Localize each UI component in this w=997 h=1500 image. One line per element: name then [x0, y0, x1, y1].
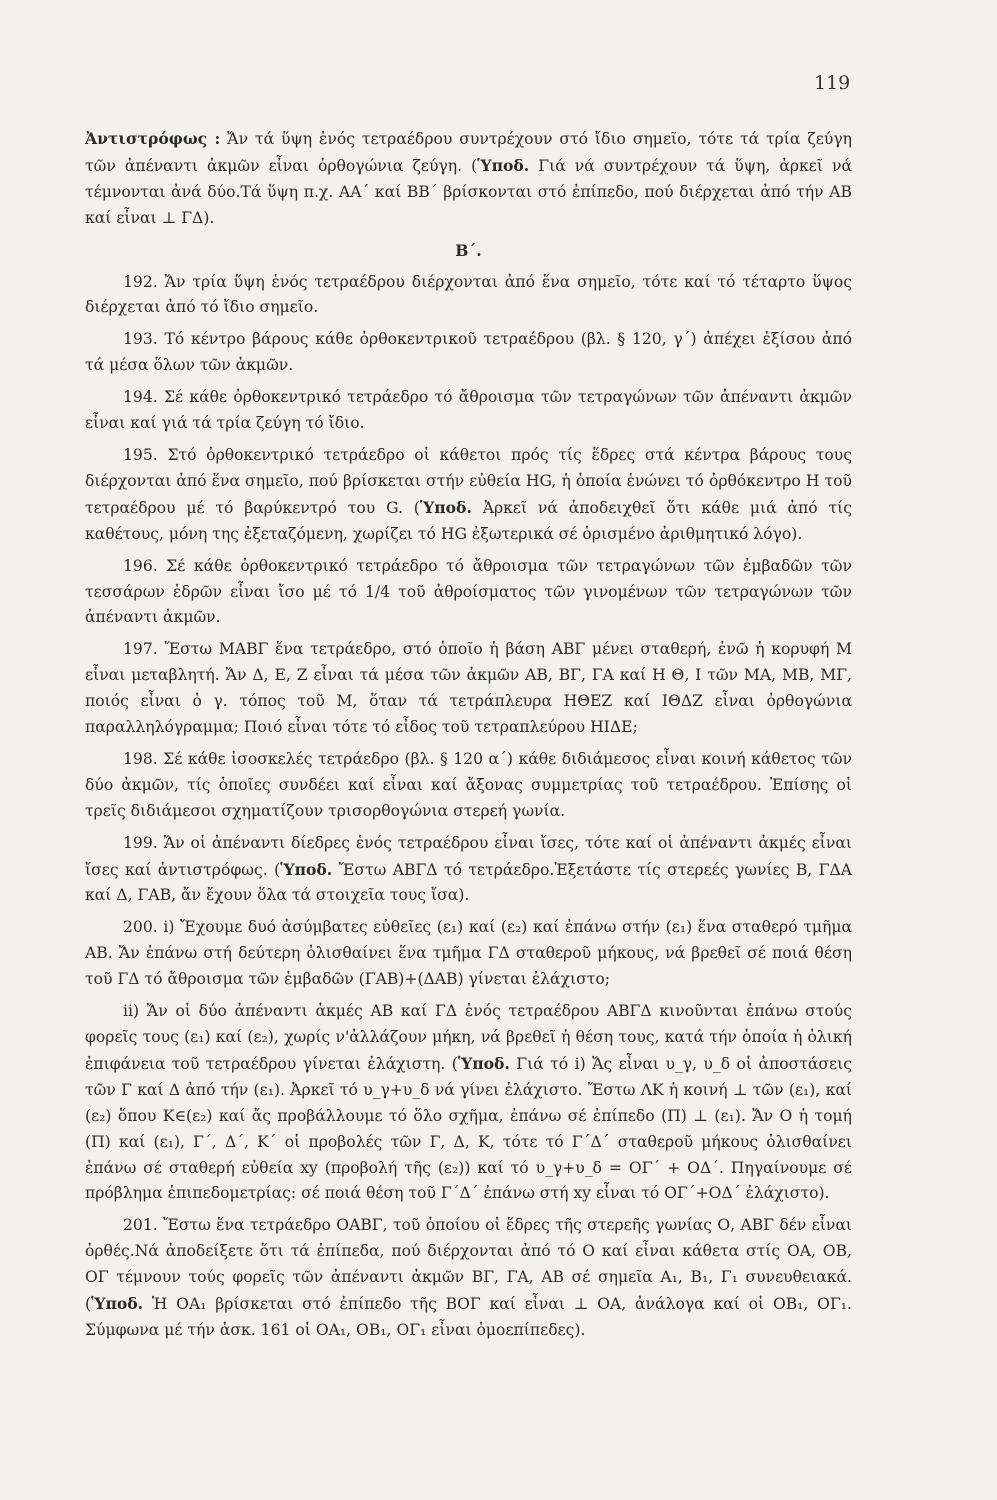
- problem-201: [85, 1213, 852, 1344]
- problem-199: [85, 831, 852, 910]
- problem-number: 197.: [123, 640, 158, 659]
- problem-text: Στό ὀρθοκεντρικό τετράεδρο οἱ κάθετοι πρός τίς ἕδρες στά κέντρα βάρους τους διέρχονται ἀπό ἕνα σημεῖο, πού βρίσκεται στήν εὐθεία HG, ἡ ὁποία ἑνώνει τό ὀρθόκεντρο H τοῦ τετραέδρου μέ τό βαρύκεντρό του G. (: [85, 445, 852, 517]
- problem-number: 200.: [123, 918, 158, 937]
- problem-number: 195.: [123, 445, 158, 464]
- problem-197: [85, 637, 852, 741]
- problem-200: [85, 915, 852, 993]
- intro-text: Ἄν τά ὕψη ἑνός τετραέδρου συντρέχουν στό ἴδιο σημεῖο, τότε τά τρία ζεύγη τῶν ἀπέναντι ἀκμῶν εἶναι ὀρθογώνια ζεύγη. (: [85, 130, 853, 175]
- problem-hint-text: Γιά τό i) Ἄς εἶναι υ_γ, υ_δ οἱ ἀποστάσεις τῶν Γ καί Δ ἀπό τήν (ε₁). Ἀρκεῖ τό υ_γ+υ_δ νά γίνει ἐλάχιστο. Ἔστω ΛΚ ἡ κοινή ⊥ τῶν (ε₁), καί (ε₂) ὅπου Κ∈(ε₂) καί ἄς προβάλλουμε τό ὅλο σχῆμα, ἐπάνω σέ ἐπίπεδο (Π) ⊥ (ε₁). Ἄν Ο ἡ τομή (Π) καί (ε₁), Γ΄, Δ΄, Κ΄ οἱ προβολές τῶν Γ, Δ, Κ, τότε τό Γ΄Δ΄ σταθεροῦ μήκους ὀλισθαίνει ἐπάνω σέ σταθερή εὐθεία xy (προβολή τῆς (ε₂)) καί τό υ_γ+υ_δ = ΟΓ΄ + ΟΔ΄. Πηγαίνουμε σέ πρόβλημα ἐπιπεδομετρίας: σέ ποιά θέση τοῦ Γ΄Δ΄ ἐπάνω στή xy εἶναι τό ΟΓ΄+ΟΔ΄ ἐλάχιστο).: [85, 1054, 852, 1203]
- problem-194: [85, 385, 852, 437]
- problem-text: Ἄν οἱ ἀπέναντι δίεδρες ἑνός τετραέδρου εἶναι ἴσες, τότε καί οἱ ἀπέναντι ἀκμές εἶναι ἴσες καί ἀντιστρόφως. (: [85, 833, 852, 879]
- intro-paragraph: [85, 126, 852, 232]
- problem-text: Ἔστω ΜΑΒΓ ἕνα τετράεδρο, στό ὁποῖο ἡ βάση ΑΒΓ μένει σταθερή, ἐνῶ ἡ κορυφή Μ εἶναι μεταβλητή. Ἄν Δ, Ε, Ζ εἶναι τά μέσα τῶν ἀκμῶν ΑΒ, ΒΓ, ΓΑ καί Η Θ, Ι τῶν ΜΑ, ΜΒ, ΜΓ, ποιός εἶναι ὁ γ. τόπος τοῦ Μ, ὅταν τά τετράπλευρα ΗΘΕΖ καί ΙΘΔΖ εἶναι ὀρθογώνια παραλληλόγραμμα; Ποιό εἶναι τότε τό εἶδος τοῦ τετραπλεύρου ΗΙΔΕ;: [85, 640, 852, 737]
- problem-hint: Ὑποδ.: [457, 1053, 510, 1073]
- problem-number: 194.: [123, 388, 158, 407]
- problem-195: [85, 443, 852, 548]
- problem-text: Ἔστω ἕνα τετράεδρο ΟΑΒΓ, τοῦ ὁποίου οἱ ἕδρες τῆς στερεῆς γωνίας Ο, ΑΒΓ δέν εἶναι ὀρθές.Νά ἀποδείξετε ὅτι τά ἐπίπεδα, πού διέρχονται ἀπό τό Ο καί εἶναι κάθετα στίς ΟΑ, ΟΒ, ΟΓ τέμνουν τούς φορεῖς τῶν ἀπέναντι ἀκμῶν ΒΓ, ΓΑ, ΑΒ σέ σημεῖα Α₁, Β₁, Γ₁ συνευθειακά. (: [85, 1216, 852, 1314]
- problem-text: Σέ κάθε ἰσοσκελές τετράεδρο (βλ. § 120 α΄) κάθε διδιάμεσος εἶναι κοινή κάθετος τῶν δύο ἀκμῶν, τίς ὁποῖες συνδέει καί εἶναι καί ἄξονας συμμετρίας τοῦ τετραέδρου. Ἐπίσης οἱ τρεῖς διδιάμεσοι σχηματίζουν τρισορθογώνια στερεή γωνία.: [85, 749, 852, 820]
- page-content: [85, 126, 852, 1350]
- problem-number: 198.: [123, 749, 158, 768]
- problem-number: 193.: [123, 330, 158, 349]
- problem-hint-text: Ἔστω ΑΒΓΔ τό τετράεδρο.Ἐξετάστε τίς στερεές γωνίες Β, ΓΔΑ καί Δ, ΓΑΒ, ἄν ἔχουν ὅλα τά στοιχεῖα τους ἴσα).: [85, 860, 852, 905]
- intro-label: Ἀντιστρόφως :: [85, 129, 221, 148]
- problem-hint-text: Ἀρκεῖ νά ἀποδειχθεῖ ὅτι κάθε μιά ἀπό τίς καθέτους, μόνη της ἐξεταζόμενη, χωρίζει τό HG ἐξωτερικά σέ ὁρισμένο ἀριθμητικό λόγο).: [85, 498, 852, 543]
- problem-text: Ἄν τρία ὕψη ἑνός τετραέδρου διέρχονται ἀπό ἕνα σημεῖο, τότε καί τό τέταρτο ὕψος διέρχεται ἀπό τό ἴδιο σημεῖο.: [85, 272, 852, 317]
- problem-193: [85, 327, 852, 379]
- problem-text: ii) Ἄν οἱ δύο ἀπέναντι ἀκμές ΑΒ καί ΓΔ ἑνός τετραέδρου ΑΒΓΔ κινοῦνται ἐπάνω στούς φορεῖς τους (ε₁) καί (ε₂), χωρίς ν'ἀλλάζουν μήκη, νά βρεθεῖ ἡ θέση τους, κατά τήν ὁποία ἡ ὁλική ἐπιφάνεια τοῦ τετραέδρου γίνεται ἐλάχιστη. (: [85, 1002, 852, 1073]
- problem-number: 199.: [123, 833, 158, 852]
- problem-text: Σέ κάθε ὀρθοκεντρικό τετράεδρο τό ἄθροισμα τῶν τετραγώνων τῶν ἐμβαδῶν τῶν τεσσάρων ἑδρῶν εἶναι ἴσο μέ τό 1/4 τοῦ ἀθροίσματος τῶν γινομένων τῶν τετραγώνων τῶν ἀπέναντι ἀκμῶν.: [85, 556, 852, 627]
- problem-hint-text: Ἡ ΟΑ₁ βρίσκεται στό ἐπίπεδο τῆς ΒΟΓ καί εἶναι ⊥ ΟΑ, ἀνάλογα καί οἱ ΟΒ₁, ΟΓ₁. Σύμφωνα μέ τήν ἀσκ. 161 οἱ ΟΑ₁, ΟΒ₁, ΟΓ₁ εἶναι ὁμοεπίπεδες).: [85, 1295, 852, 1339]
- problem-number: 192.: [123, 272, 158, 291]
- page-number: 119: [814, 72, 851, 94]
- problem-number: 201.: [123, 1216, 158, 1235]
- problem-192: [85, 270, 852, 322]
- problem-200-part-ii: [85, 999, 852, 1207]
- section-heading: Β΄.: [455, 240, 482, 260]
- problem-number: 196.: [123, 556, 158, 575]
- intro-text2: Γιά νά συντρέχουν τά ὕψη, ἀρκεῖ νά τέμνονται ἀνά δύο.Τά ὕψη π.χ. ΑΑ΄ καί ΒΒ΄ βρίσκονται στό ἐπίπεδο, πού διέρχεται ἀπό τήν ΑΒ καί εἶναι ⊥ ΓΔ).: [85, 156, 853, 227]
- problem-hint: Ὑποδ.: [419, 497, 472, 517]
- problem-text: Σέ κάθε ὀρθοκεντρικό τετράεδρο τό ἄθροισμα τῶν τετραγώνων τῶν ἀπέναντι ἀκμῶν εἶναι καί γιά τά τρία ζεύγη τό ἴδιο.: [85, 388, 852, 433]
- problem-198: [85, 747, 852, 825]
- problem-text: Τό κέντρο βάρους κάθε ὀρθοκεντρικοῦ τετραέδρου (βλ. § 120, γ΄) ἀπέχει ἐξίσου ἀπό τά μέσα ὅλων τῶν ἀκμῶν.: [85, 330, 852, 375]
- intro-hint: Ὑποδ.: [477, 155, 530, 175]
- problem-text: i) Ἔχουμε δυό ἀσύμβατες εὐθεῖες (ε₁) καί (ε₂) καί ἐπάνω στήν (ε₁) ἕνα σταθερό τμῆμα ΑΒ. Ἄν ἐπάνω στή δεύτερη ὀλισθαίνει ἕνα τμῆμα ΓΔ σταθεροῦ μήκους, νά βρεθεῖ σέ ποιά θέση τοῦ ΓΔ τό ἄθροισμα τῶν ἐμβαδῶν (ΓΑΒ)+(ΔΑΒ) γίνεται ἐλάχιστο;: [85, 918, 852, 989]
- problem-hint: Ὑποδ.: [91, 1294, 144, 1314]
- problem-hint: Ὑποδ.: [280, 859, 333, 879]
- problem-196: [85, 554, 852, 632]
